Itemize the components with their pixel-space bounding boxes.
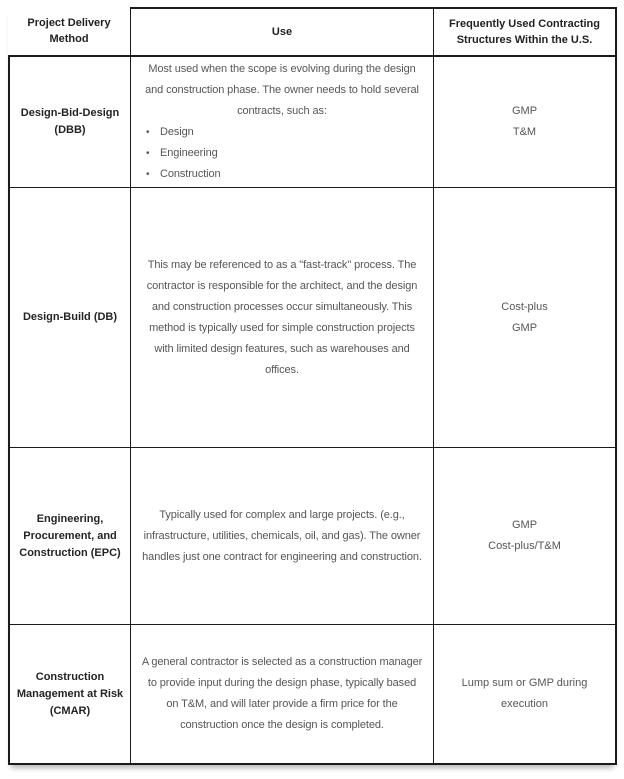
- db-contracting-cell: [433, 188, 617, 448]
- contracting-value: Cost-plus/T&M: [488, 540, 561, 552]
- header-cell-contracting-structures: [433, 7, 617, 57]
- header-cell-use: [130, 7, 433, 57]
- cmar-contracting-cell: [433, 625, 617, 765]
- epc-use-cell: [130, 448, 433, 625]
- epc-method-cell: [8, 448, 130, 625]
- dbb-method-label: Design-Bid-Design (DBB): [20, 107, 120, 136]
- cmar-method-label: Construction Management at Risk (CMAR): [16, 670, 124, 717]
- db-method-label: Design-Build (DB): [22, 311, 118, 323]
- contracting-value: Lump sum or GMP during execution: [461, 677, 588, 710]
- dbb-method-cell: [8, 57, 130, 188]
- db-use-cell: [130, 188, 433, 448]
- list-item: [146, 164, 221, 185]
- cmar-use-text: A general contractor is selected as a construction manager to provide input during the design phase, typically based on T&M, and will later provide a firm price for the construction once the design is completed.: [141, 656, 423, 731]
- bullet-icon: •: [146, 127, 150, 138]
- bullet-icon: •: [146, 148, 150, 159]
- header-label-use: Use: [271, 26, 293, 38]
- bullet-icon: •: [146, 169, 150, 180]
- contracting-value: GMP: [511, 321, 538, 334]
- cmar-use-cell: [130, 625, 433, 765]
- header-label-project-delivery-method: Project Delivery Method: [27, 17, 111, 45]
- list-item: [146, 143, 221, 164]
- bullet-label: Engineering: [160, 147, 218, 159]
- cmar-method-cell: [8, 625, 130, 765]
- header-label-contracting-structures: Frequently Used Contracting Structures Within the U.S.: [449, 18, 600, 46]
- bullet-label: Design: [160, 126, 194, 138]
- db-use-text: This may be referenced to as a "fast-track" process. The contractor is responsible for the architect, and the design and construction processes occur simultaneously. This method is typically used for simple construction projects with limited design features, such as warehouses and offices.: [146, 258, 418, 376]
- dbb-use-intro: Most used when the scope is evolving during the design and construction phase. The owner needs to hold several contracts, such as:: [145, 63, 419, 117]
- epc-contracting-cell: [433, 448, 617, 625]
- contracting-structures-table: [8, 7, 617, 765]
- bullet-label: Construction: [160, 168, 221, 180]
- dbb-use-bullet-list: [146, 122, 221, 185]
- dbb-use-cell: [130, 57, 433, 188]
- table-grid: [8, 7, 617, 765]
- contracting-value: Cost-plus: [501, 300, 548, 313]
- list-item: [146, 122, 221, 143]
- epc-method-label: Engineering, Procurement, and Construction (EPC): [19, 512, 121, 559]
- contracting-value: T&M: [512, 126, 537, 138]
- db-method-cell: [8, 188, 130, 448]
- contracting-value: GMP: [511, 105, 538, 117]
- header-cell-project-delivery-method: [8, 7, 130, 57]
- epc-use-text: Typically used for complex and large projects. (e.g., infrastructure, utilities, chemicals, oil, and gas). The owner handles just one contract for engineering and construction.: [142, 508, 422, 563]
- dbb-contracting-cell: [433, 57, 617, 188]
- contracting-value: GMP: [511, 519, 538, 531]
